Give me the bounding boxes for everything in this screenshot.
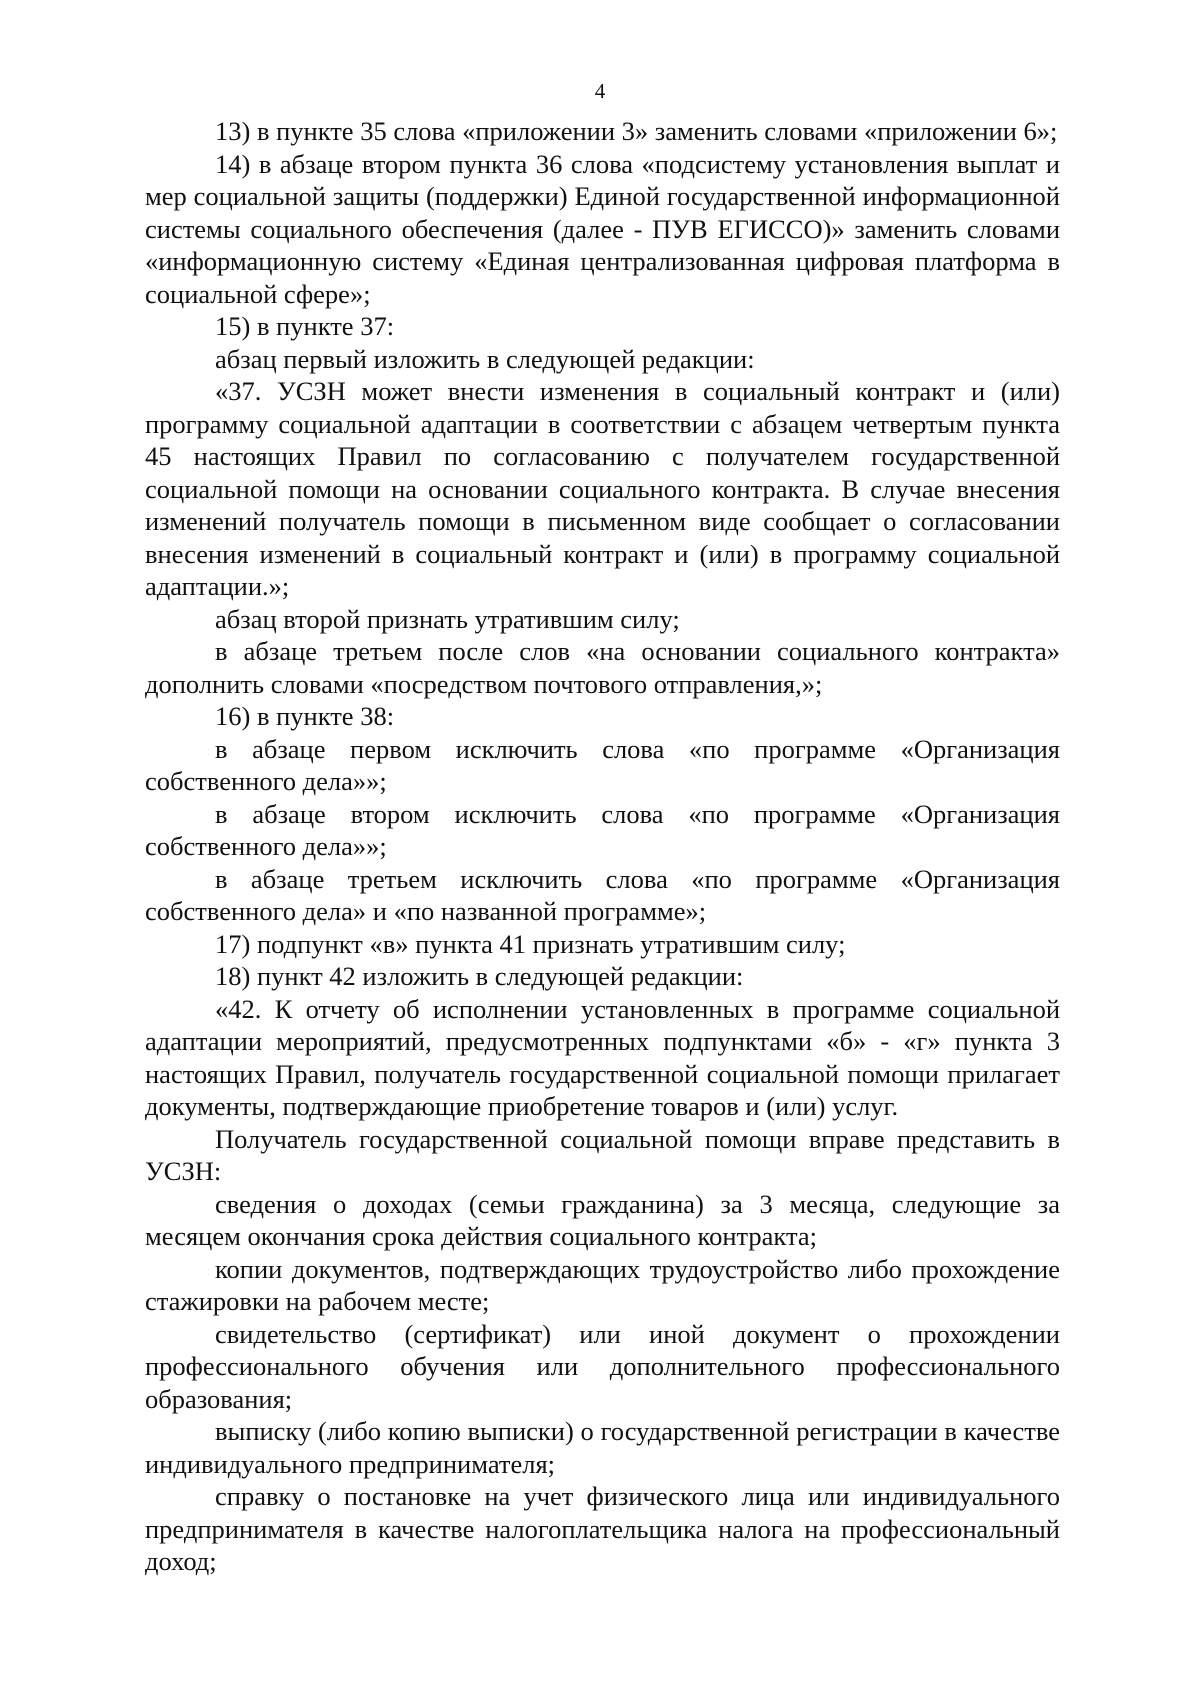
paragraph-item-18: 18) пункт 42 изложить в следующей редакции: <box>215 961 744 991</box>
paragraph-item-13: 13) в пункте 35 слова «приложении 3» заменить словами «приложении 6»; <box>215 116 1058 146</box>
document-body <box>145 115 1060 1578</box>
paragraph-employment-docs: копии документов, подтверждающих трудоустройство либо прохождение стажировки на рабочем месте; <box>145 1253 1060 1316</box>
paragraph-second-abzac-void: абзац второй признать утратившим силу; <box>215 603 680 634</box>
paragraph-third-abzac-add: в абзаце третьем после слов «на основании социального контракта» дополнить словами «посредством почтового отправления,»; <box>145 636 1060 699</box>
paragraph-38-second: в абзаце втором исключить слова «по программе «Организация собственного дела»»; <box>145 798 1060 861</box>
paragraph-income-info: сведения о доходах (семьи гражданина) за 3 месяца, следующие за месяцем окончания срока действия социального контракта; <box>145 1188 1060 1251</box>
paragraph-item-14: 14) в абзаце втором пункта 36 слова «подсистему установления выплат и мер социальной защиты (поддержки) Единой государственной информационной системы социального обеспечения (далее - ПУВ ЕГИССО)» заменить словами «информационную систему «Единая централизованная цифровая платформа в социальной сфере»; <box>145 148 1060 309</box>
paragraph-tax-certificate: справку о постановке на учет физического лица или индивидуального предпринимателя в качестве налогоплательщика налога на профессиональный доход; <box>145 1481 1060 1576</box>
paragraph-item-17: 17) подпункт «в» пункта 41 признать утратившим силу; <box>215 928 846 959</box>
paragraph-first-abzac-edit: абзац первый изложить в следующей редакции: <box>215 343 755 374</box>
paragraph-recipient-may-submit: Получатель государственной социальной помощи вправе представить в УСЗН: <box>145 1123 1060 1186</box>
paragraph-38-third: в абзаце третьем исключить слова «по программе «Организация собственного дела» и «по названной программе»; <box>145 863 1060 926</box>
page-number: 4 <box>594 79 606 103</box>
paragraph-registration-extract: выписку (либо копию выписки) о государственной регистрации в качестве индивидуального предпринимателя; <box>145 1416 1060 1479</box>
paragraph-training-certificate: свидетельство (сертификат) или иной документ о прохождении профессионального обучения или дополнительного профессионального образования; <box>145 1318 1060 1414</box>
paragraph-item-16: 16) в пункте 38: <box>215 701 395 731</box>
paragraph-quote-42: «42. К отчету об исполнении установленных в программе социальной адаптации мероприятий, предусмотренных подпунктами «б» - «г» пункта 3 настоящих Правил, получатель государственной социальной помощи прилагает документы, подтверждающие приобретение товаров и (или) услуг. <box>145 993 1060 1121</box>
paragraph-item-15: 15) в пункте 37: <box>215 311 395 341</box>
paragraph-38-first: в абзаце первом исключить слова «по программе «Организация собственного дела»»; <box>145 733 1060 796</box>
paragraph-quote-37: «37. УСЗН может внести изменения в социальный контракт и (или) программу социальной адаптации в соответствии с абзацем четвертым пункта 45 настоящих Правил по согласованию с получателем государственной социальной помощи на основании социального контракта. В случае внесения изменений получатель помощи в письменном виде сообщает о согласовании внесения изменений в социальный контракт и (или) в программу социальной адаптации.»; <box>145 376 1060 601</box>
